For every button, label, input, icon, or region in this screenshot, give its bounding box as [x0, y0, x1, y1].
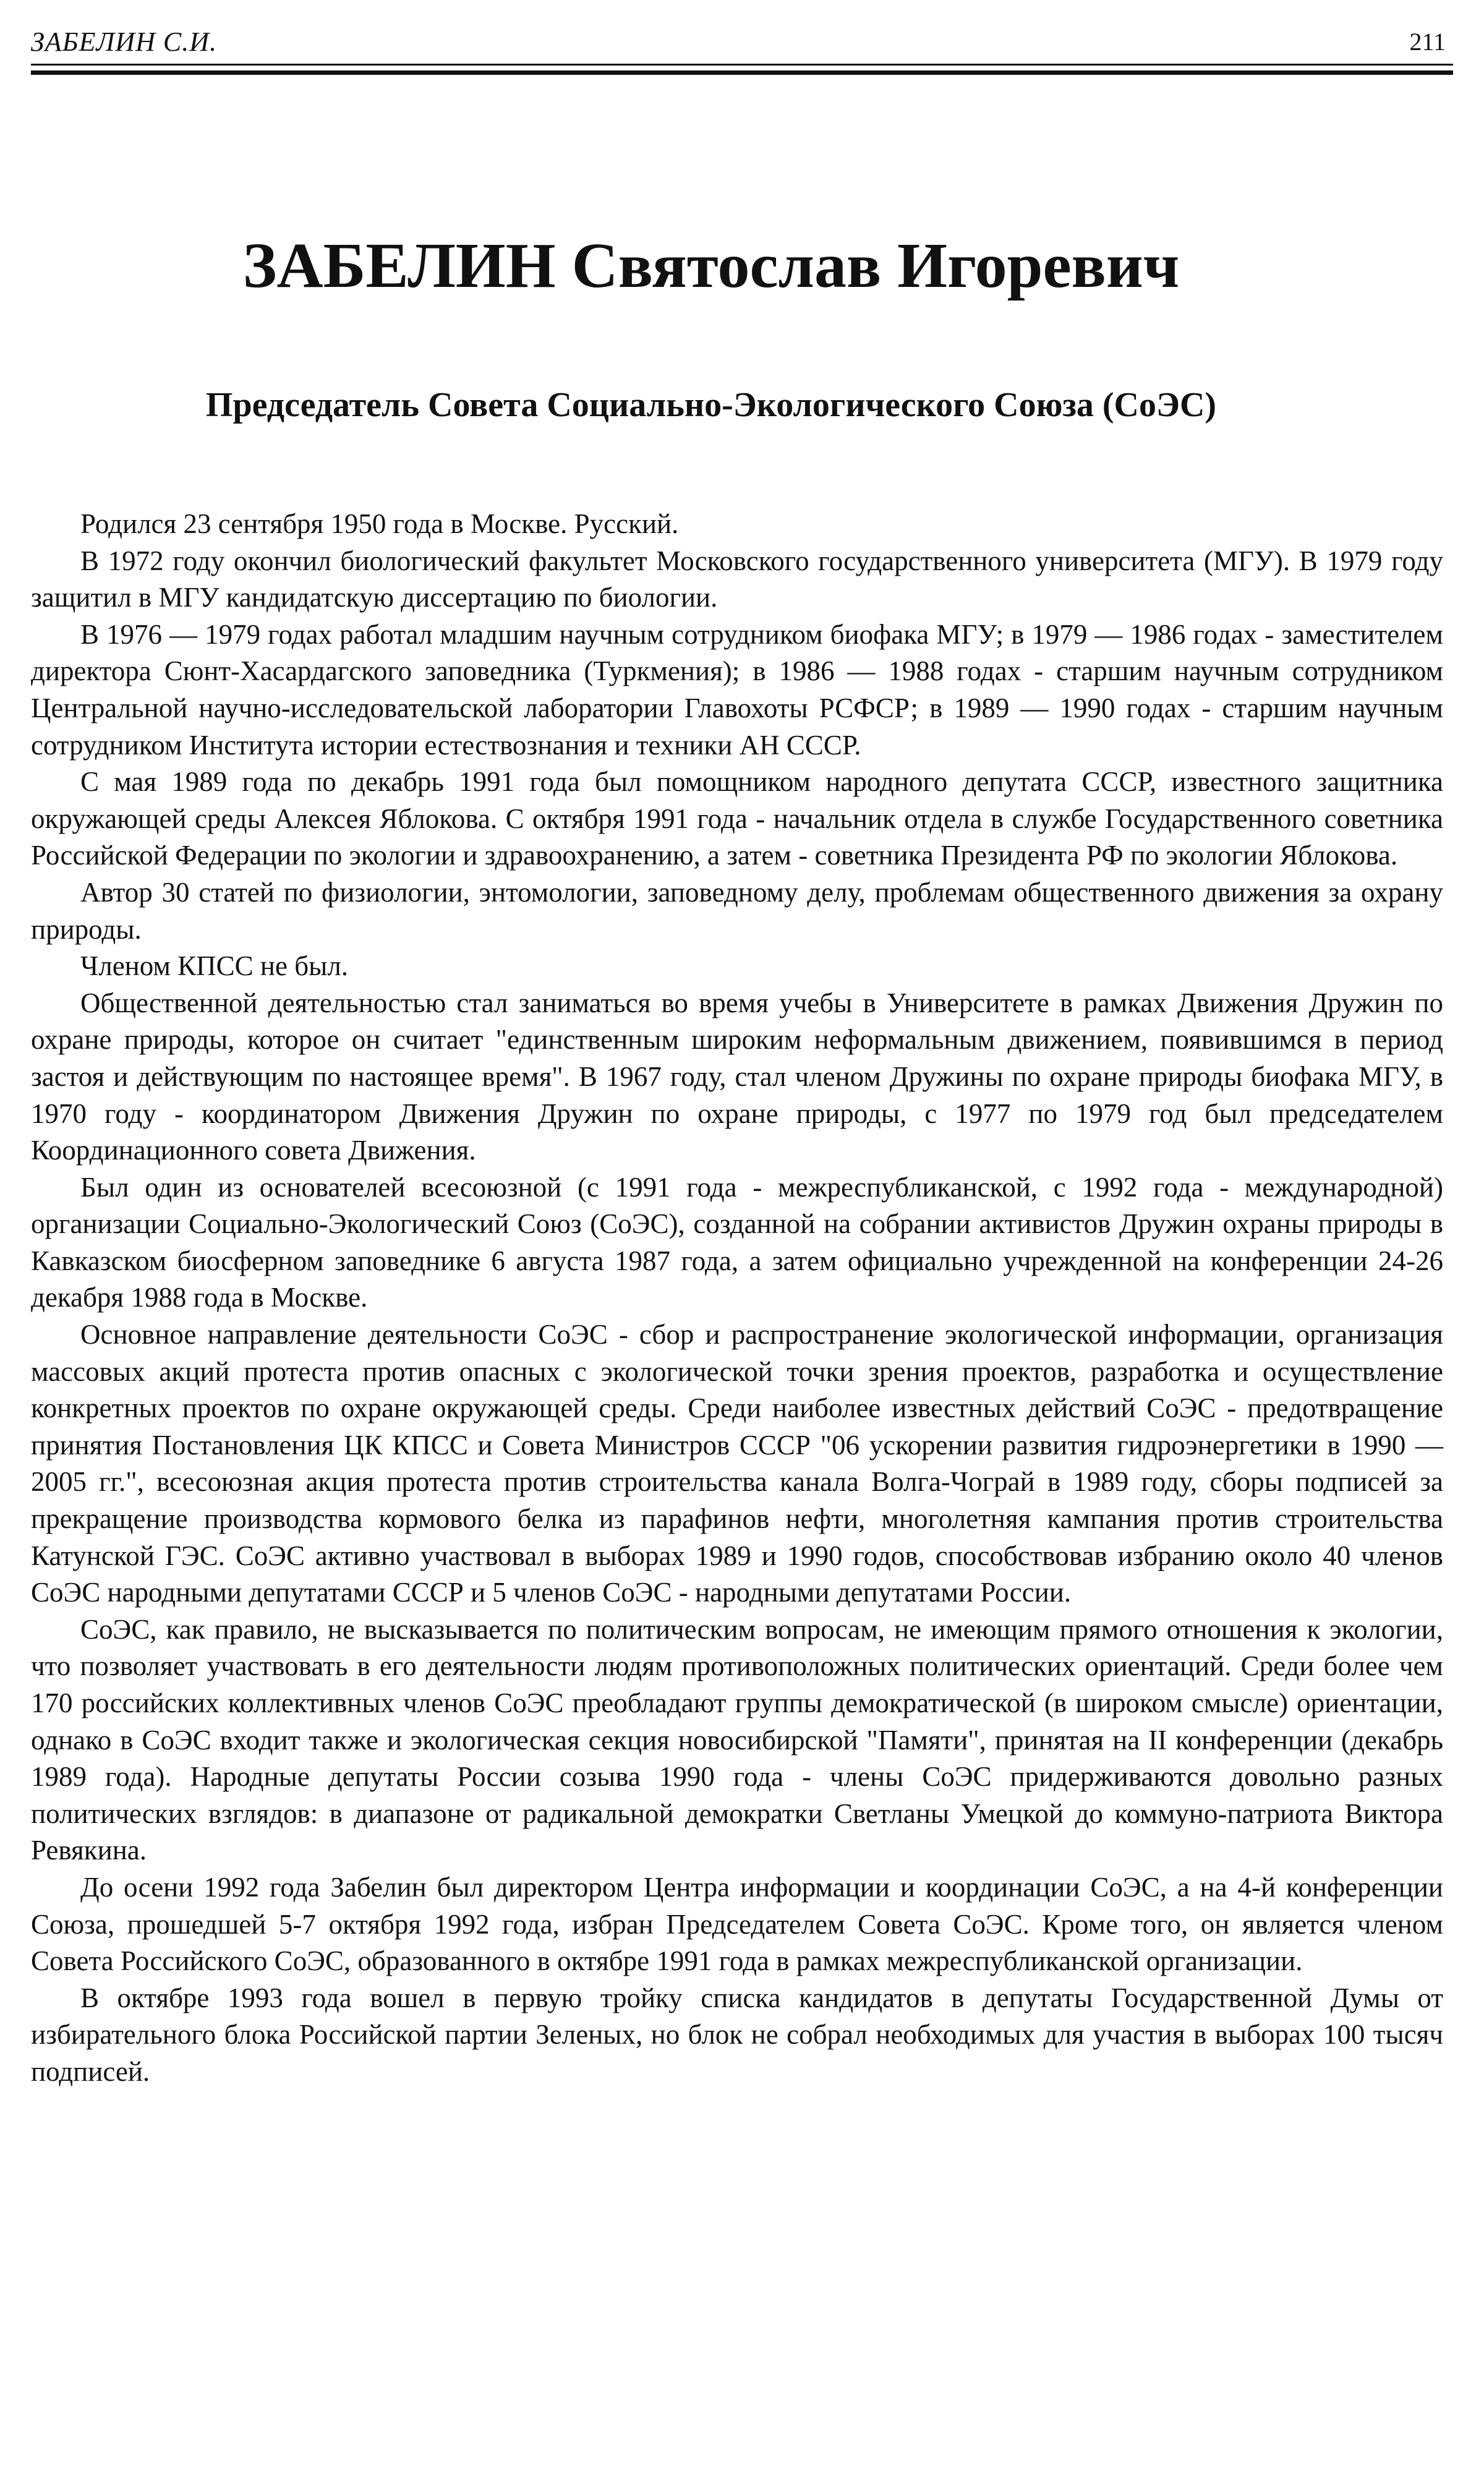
running-head-author: ЗАБЕЛИН С.И.: [31, 27, 217, 57]
article-subtitle: Председатель Совета Социально-Экологического Союза (СоЭС): [205, 386, 1217, 424]
paragraph-party: Членом КПСС не был.: [80, 950, 349, 982]
article-body: [31, 506, 1443, 2091]
paragraph-soes-politics: СоЭС, как правило, не высказывается по политическим вопросам, не имеющим прямого отношения к экологии, что позволяет участвовать в его деятельности людям противоположных политических ориентаций. Среди более чем 170 российских коллективных членов СоЭС преобладают группы демократической (в широком смысле) ориентации, однако в СоЭС входит также и экологическая секция новосибирской "Памяти", принятая на II конференции (декабрь 1989 года). Народные депутаты России созыва 1990 года - члены СоЭС придерживаются довольно разных политических взглядов: в диапазоне от радикальной демократки Светланы Умецкой до коммуно-патриота Виктора Ревякина.: [31, 1613, 1443, 1866]
article-title: ЗАБЕЛИН Святослав Игоревич: [242, 230, 1180, 301]
paragraph-assistant: С мая 1989 года по декабрь 1991 года был помощником народного депутата СССР, известного защитника окружающей среды Алексея Яблокова. С октября 1991 года - начальник отдела в службе Государственного советника Российской Федерации по экологии и здравоохранению, а затем - советника Президента РФ по экологии Яблокова.: [31, 766, 1443, 871]
paragraph-chairman: До осени 1992 года Забелин был директором Центра информации и координации СоЭС, а на 4-й конференции Союза, прошедшей 5-7 октября 1992 года, избран Председателем Совета СоЭС. Кроме того, он является членом Совета Российского СоЭС, образованного в октябре 1991 года в рамках межреспубликанской организации.: [31, 1871, 1443, 1977]
paragraph-elections-1993: В октябре 1993 года вошел в первую тройку списка кандидатов в депутаты Государственной Думы от избирательного блока Российской партии Зеленых, но блок не собрал необходимых для участия в выборах 100 тысяч подписей.: [31, 1982, 1443, 2087]
header-rule-thin: [31, 64, 1453, 66]
paragraph-soes-activity: Основное направление деятельности СоЭС - сбор и распространение экологической информации, организация массовых акций протеста против опасных с экологической точки зрения проектов, разработка и осуществление конкретных проектов по охране окружающей среды. Среди наиболее известных действий СоЭС - предотвращение принятия Постановления ЦК КПСС и Совета Министров СССР "06 ускорении развития гидроэнергетики в 1990 — 2005 гг.", всесоюзная акция протеста против строительства канала Волга-Чограй в 1989 году, сборы подписей за прекращение производства кормового белка из парафинов нефти, многолетняя кампания против строительства Катунской ГЭС. СоЭС активно участвовал в выборах 1989 и 1990 годов, способствовав избранию около 40 членов СоЭС народными депутатами СССР и 5 членов СоЭС - народными депутатами России.: [31, 1319, 1443, 1608]
paragraph-publications: Автор 30 статей по физиологии, энтомологии, заповедному делу, проблемам общественного движения за охрану природы.: [31, 876, 1443, 945]
paragraph-founder: Был один из основателей всесоюзной (с 1991 года - межреспубликанской, с 1992 года - международной) организации Социально-Экологический Союз (СоЭС), созданной на собрании активистов Дружин охраны природы в Кавказском биосферном заповеднике 6 августа 1987 года, а затем официально учрежденной на конференции 24-26 декабря 1988 года в Москве.: [31, 1171, 1443, 1313]
paragraph-public-activity: Общественной деятельностью стал заниматься во время учебы в Университете в рамках Движения Дружин по охране природы, которое он считает "единственным широким неформальным движением, появившимся в период застоя и действующим по настоящее время". В 1967 году, стал членом Дружины по охране природы биофака МГУ, в 1970 году - координатором Движения Дружин по охране природы, с 1977 по 1979 год был председателем Координационного совета Движения.: [31, 987, 1443, 1166]
paragraph-career: В 1976 — 1979 годах работал младшим научным сотрудником биофака МГУ; в 1979 — 1986 годах - заместителем директора Сюнт-Хасардагского заповедника (Туркмения); в 1986 — 1988 годах - старшим научным сотрудником Центральной научно-исследовательской лаборатории Главохоты РСФСР; в 1989 — 1990 годах - старшим научным сотрудником Института истории естествознания и техники АН СССР.: [31, 618, 1443, 761]
paragraph-birth: Родился 23 сентября 1950 года в Москве. Русский.: [80, 508, 679, 539]
header-rule-thick: [31, 70, 1453, 75]
running-head: [31, 19, 1446, 62]
page-number: 211: [1409, 28, 1446, 56]
paragraph-education: В 1972 году окончил биологический факультет Московского государственного университета (МГУ). В 1979 году защитил в МГУ кандидатскую диссертацию по биологии.: [31, 545, 1443, 613]
